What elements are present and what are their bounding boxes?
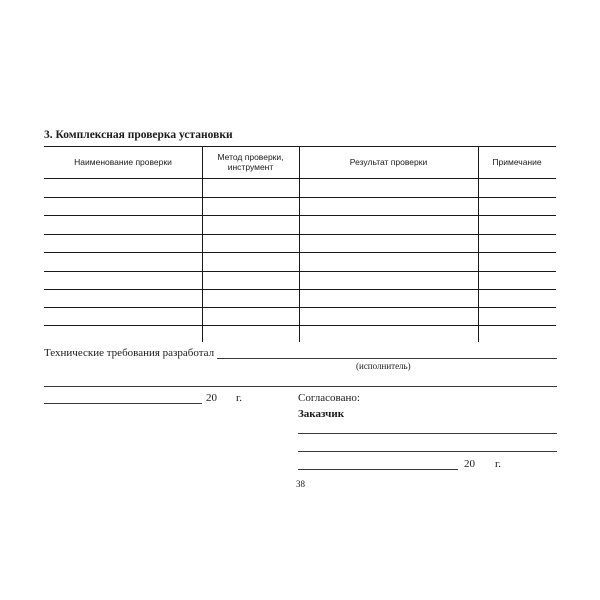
table-header-divider xyxy=(44,178,556,179)
customer-year-suffix: г. xyxy=(495,458,502,470)
header-note: Примечание xyxy=(492,157,542,167)
checks-table xyxy=(44,146,556,342)
customer-signature-line xyxy=(298,433,557,434)
customer-name-line xyxy=(298,451,557,452)
table-row-divider xyxy=(44,289,556,290)
customer-year-prefix: 20 xyxy=(464,458,475,470)
table-row-divider xyxy=(44,271,556,272)
customer-date-line xyxy=(298,469,458,470)
page-number: 38 xyxy=(296,479,305,489)
table-row-divider xyxy=(44,234,556,235)
developed-label: Технические требования разработал xyxy=(44,347,215,359)
table-row-divider xyxy=(44,325,556,326)
section-title: 3. Комплексная проверка установки xyxy=(44,129,233,141)
developer-year-suffix: г. xyxy=(236,392,243,404)
table-row-divider xyxy=(44,307,556,308)
table-row-divider xyxy=(44,215,556,216)
header-check-name: Наименование проверки xyxy=(74,157,172,167)
customer-label: Заказчик xyxy=(298,408,345,420)
table-row-divider xyxy=(44,197,556,198)
developer-date-line xyxy=(44,403,202,404)
agreed-label: Согласовано: xyxy=(298,392,360,404)
developer-year-prefix: 20 xyxy=(206,392,217,404)
developer-name-line xyxy=(44,386,557,387)
executor-caption: (исполнитель) xyxy=(356,361,411,371)
header-result: Результат проверки xyxy=(349,157,428,167)
developer-signature-line xyxy=(217,358,557,359)
header-method: Метод проверки, инструмент xyxy=(217,152,284,172)
table-row-divider xyxy=(44,252,556,253)
